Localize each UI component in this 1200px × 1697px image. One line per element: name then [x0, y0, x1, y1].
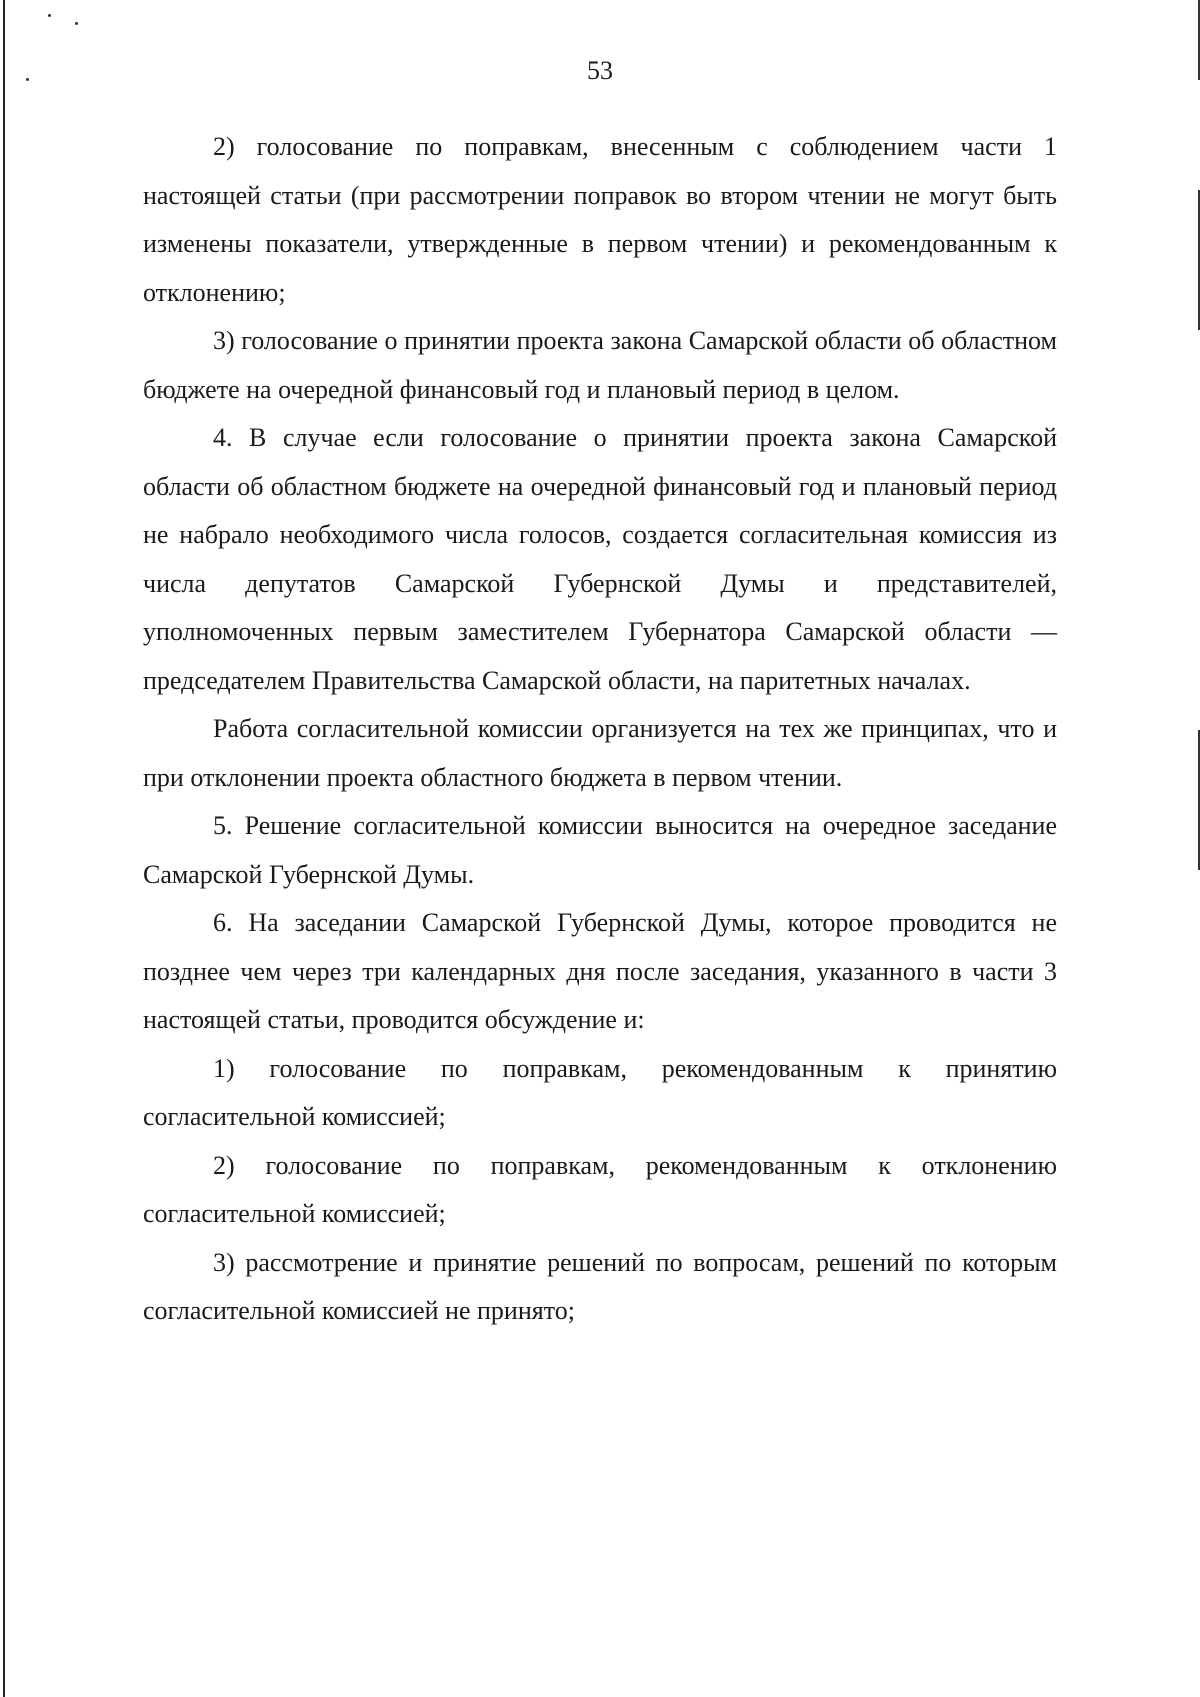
scan-border-line: [3, 0, 5, 1697]
paragraph: 3) голосование о принятии проекта закона Самарской области об областном бюджете на очередной финансовый год и плановый период в целом.: [143, 326, 1057, 404]
paragraph: 5. Решение согласительной комиссии выносится на очередное заседание Самарской Губернской Думы.: [143, 811, 1057, 889]
paragraph: 2) голосование по поправкам, внесенным с соблюдением части 1 настоящей статьи (при рассмотрении поправок во втором чтении не могут быть изменены показатели, утвержденные в первом чтении) и рекомендованным к отклонению;: [143, 132, 1057, 307]
scan-speck: [75, 22, 78, 25]
paragraph: 2) голосование по поправкам, рекомендованным к отклонению согласительной комиссией;: [143, 1150, 1057, 1228]
paragraph: 3) рассмотрение и принятие решений по вопросам, решений по которым согласительной комиссией не принято;: [143, 1247, 1057, 1325]
page-number: 53: [587, 56, 613, 85]
paragraph: 6. На заседании Самарской Губернской Думы, которое проводится не позднее чем через три календарных дня после заседания, указанного в части 3 настоящей статьи, проводится обсуждение и:: [143, 908, 1057, 1034]
document-body: [143, 123, 1057, 1336]
paragraph: 1) голосование по поправкам, рекомендованным к принятию согласительной комиссией;: [143, 1053, 1057, 1131]
paragraph: 4. В случае если голосование о принятии проекта закона Самарской области об областном бюджете на очередной финансовый год и плановый период не набрало необходимого числа голосов, создается согласительная комиссия из числа депутатов Самарской Губернской Думы и представителей, уполномоченных первым заместителем Губернатора Самарской области — председателем Правительства Самарской области, на паритетных началах.: [143, 423, 1057, 695]
paragraph: Работа согласительной комиссии организуется на тех же принципах, что и при отклонении проекта областного бюджета в первом чтении.: [143, 714, 1057, 792]
scan-speck: [48, 14, 51, 17]
